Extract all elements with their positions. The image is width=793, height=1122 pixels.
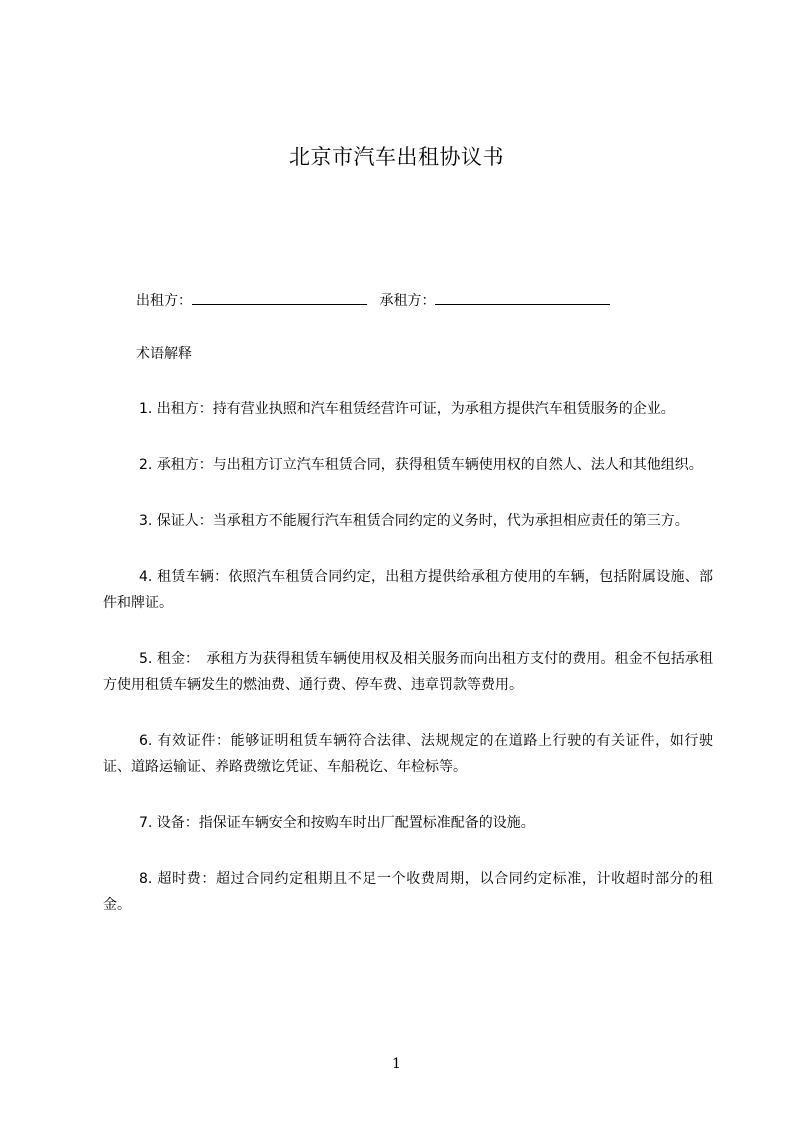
parties-line <box>136 290 736 312</box>
page-number: 1 <box>392 1056 401 1072</box>
definition-item: 7. 设备：指保证车辆安全和按购车时出厂配置标准配备的设施。 <box>139 815 535 831</box>
definition-item: 5. 租金： 承租方为获得租赁车辆使用权及相关服务而向出租方支付的费用。租金不包括承租方使用租赁车辆发生的燃油费、通行费、停车费、违章罚款等费用。 <box>103 651 713 693</box>
lessor-blank-field <box>192 292 367 305</box>
definition-item: 8. 超时费：超过合同约定租期且不足一个收费周期，以合同约定标准，计收超时部分的租金。 <box>103 871 713 913</box>
definitions-list <box>103 396 713 948</box>
definition-item: 6. 有效证件：能够证明租赁车辆符合法律、法规规定的在道路上行驶的有关证件，如行驶证、道路运输证、养路费缴讫凭证、车船税讫、年检标等。 <box>103 733 713 775</box>
document-title: 北京市汽车出租协议书 <box>289 145 504 169</box>
definition-item: 3. 保证人：当承租方不能履行汽车租赁合同约定的义务时，代为承担相应责任的第三方。 <box>139 513 689 529</box>
lessor-label: 出租方： <box>136 293 192 309</box>
definition-item: 2. 承租方：与出租方订立汽车租赁合同，获得租赁车辆使用权的自然人、法人和其他组织。 <box>139 457 703 473</box>
definition-item: 1. 出租方：持有营业执照和汽车租赁经营许可证，为承租方提供汽车租赁服务的企业。 <box>139 401 675 417</box>
section-heading: 术语解释 <box>136 346 192 362</box>
definition-item: 4. 租赁车辆：依照汽车租赁合同约定，出租方提供给承租方使用的车辆，包括附属设施、部件和牌证。 <box>103 569 713 611</box>
lessee-blank-field <box>435 292 610 305</box>
lessee-label: 承租方： <box>379 293 436 309</box>
